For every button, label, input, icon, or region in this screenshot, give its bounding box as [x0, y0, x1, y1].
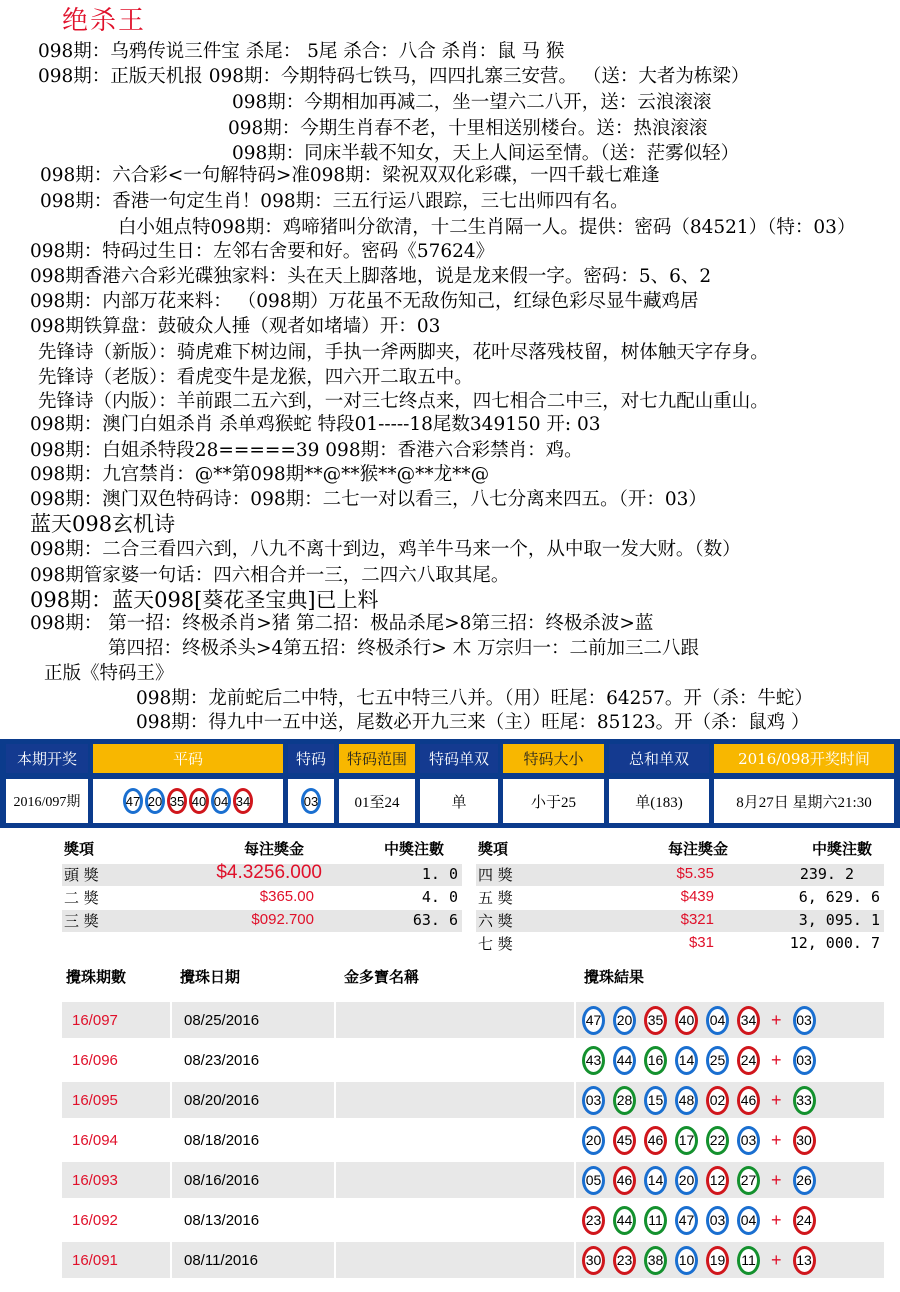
ball: 23 — [613, 1246, 636, 1275]
column-divider — [170, 1202, 172, 1238]
history-date: 08/20/2016 — [184, 1091, 260, 1109]
prize-header-count: 中獎注數 — [384, 840, 445, 858]
prize-amount: $439 — [680, 888, 714, 905]
ball: 03 — [737, 1126, 760, 1155]
history-header-period: 攪珠期數 — [66, 968, 127, 986]
ball: 03 — [706, 1206, 729, 1235]
history-result-balls — [582, 1042, 824, 1078]
ball: 48 — [675, 1086, 698, 1115]
ball: 23 — [582, 1206, 605, 1235]
header-special-number: 特码 — [288, 744, 334, 773]
ball: 04 — [706, 1006, 729, 1035]
special-ball: 26 — [793, 1166, 816, 1195]
history-date: 08/16/2016 — [184, 1171, 260, 1189]
special-ball: 33 — [793, 1086, 816, 1115]
history-row — [62, 1202, 884, 1238]
history-period: 16/091 — [72, 1251, 118, 1269]
history-result-balls — [582, 1242, 824, 1278]
ball: 04 — [737, 1206, 760, 1235]
prize-name: 五 獎 — [478, 889, 513, 907]
prize-name: 四 獎 — [478, 866, 513, 884]
text-line: 蓝天098玄机诗 — [30, 512, 176, 536]
special-ball: 30 — [793, 1126, 816, 1155]
prize-amount: $321 — [680, 911, 714, 928]
prize-count: 4. 0 — [421, 888, 458, 906]
text-line: 098期：今期相加再减二，坐一望六二八开，送：云浪滚滚 — [232, 92, 712, 113]
text-line: 白小姐点特098期：鸡啼猪叫分欲清，十二生肖隔一人。提供：密码（84521）（特：03） — [118, 217, 856, 238]
plus-sign: + — [771, 1049, 782, 1070]
header-current-draw: 本期开奖 — [6, 744, 88, 773]
history-period: 16/094 — [72, 1131, 118, 1149]
ball: 35 — [167, 788, 187, 814]
text-line: 098期：龙前蛇后二中特，七五中特三八并。（用）旺尾：64257。开（杀：牛蛇） — [136, 688, 813, 709]
history-row — [62, 1082, 884, 1118]
column-divider — [334, 1202, 336, 1238]
plus-sign: + — [771, 1249, 782, 1270]
ball: 14 — [644, 1166, 667, 1195]
ball: 47 — [582, 1006, 605, 1035]
prize-header-name: 獎項 — [478, 840, 509, 858]
plus-sign: + — [771, 1089, 782, 1110]
text-line: 098期：白姐杀特段28=====39 098期：香港六合彩禁肖：鸡。 — [30, 440, 583, 461]
column-divider — [334, 1002, 336, 1038]
ball: 34 — [233, 788, 253, 814]
column-divider — [574, 1162, 576, 1198]
history-header-result: 攪珠結果 — [584, 968, 645, 986]
text-line: 098期：蓝天098[葵花圣宝典]已上料 — [30, 588, 379, 612]
draw-special-odd-even: 单 — [420, 779, 498, 823]
ball: 15 — [644, 1086, 667, 1115]
column-divider — [170, 1042, 172, 1078]
ball: 12 — [706, 1166, 729, 1195]
text-line: 正版《特码王》 — [44, 663, 174, 684]
ball: 40 — [189, 788, 209, 814]
prize-count: 6, 629. 6 — [798, 888, 880, 906]
ball: 44 — [613, 1046, 636, 1075]
draw-regular-balls — [93, 779, 283, 823]
column-divider — [574, 1082, 576, 1118]
prize-name: 二 獎 — [64, 889, 99, 907]
draw-special-ball — [288, 779, 334, 823]
ball: 20 — [145, 788, 165, 814]
special-ball: 03 — [793, 1006, 816, 1035]
header-regular-numbers: 平码 — [93, 744, 283, 773]
ball: 44 — [613, 1206, 636, 1235]
plus-sign: + — [771, 1209, 782, 1230]
column-divider — [574, 1122, 576, 1158]
plus-sign: + — [771, 1009, 782, 1030]
header-special-range: 特码范围 — [339, 744, 415, 773]
ball: 43 — [582, 1046, 605, 1075]
history-result-balls — [582, 1122, 824, 1158]
column-divider — [170, 1162, 172, 1198]
prize-name: 七 獎 — [478, 935, 513, 953]
text-line: 先锋诗（老版）：看虎变牛是龙猴，四六开二取五中。 — [38, 367, 473, 388]
prize-row — [62, 864, 462, 886]
prize-count: 63. 6 — [412, 911, 458, 929]
text-line: 098期：内部万花来料： （098期）万花虽不无敌伤知己，红绿色彩尽显牛藏鸡居 — [30, 291, 699, 312]
header-special-size: 特码大小 — [503, 744, 604, 773]
history-row — [62, 1242, 884, 1278]
ball: 14 — [675, 1046, 698, 1075]
header-sum-odd-even: 总和单双 — [609, 744, 709, 773]
text-line: 098期：同床半载不知女，天上人间运至情。（送：茫雾似轻） — [232, 143, 740, 164]
prize-row — [476, 864, 884, 886]
ball: 20 — [613, 1006, 636, 1035]
text-line: 098期：乌鸦传说三件宝 杀尾： 5尾 杀合：八合 杀肖：鼠 马 猴 — [38, 41, 565, 62]
prize-count: 1. 0 — [421, 865, 458, 883]
ball: 34 — [737, 1006, 760, 1035]
ball: 27 — [737, 1166, 760, 1195]
prize-row — [62, 910, 462, 932]
column-divider — [334, 1082, 336, 1118]
ball: 16 — [644, 1046, 667, 1075]
column-divider — [170, 1242, 172, 1278]
text-line: 098期： 第一招：终极杀肖>猪 第二招：极品杀尾>8第三招：终极杀波>蓝 — [30, 613, 654, 634]
history-period: 16/095 — [72, 1091, 118, 1109]
special-ball: 03 — [301, 788, 321, 814]
prize-count: 12, 000. 7 — [789, 934, 880, 952]
column-divider — [170, 1002, 172, 1038]
header-draw-time: 2016/098开奖时间 — [714, 744, 894, 773]
history-row — [62, 1162, 884, 1198]
ball: 35 — [644, 1006, 667, 1035]
ball: 19 — [706, 1246, 729, 1275]
ball: 20 — [582, 1126, 605, 1155]
ball: 02 — [706, 1086, 729, 1115]
history-result-balls — [582, 1202, 824, 1238]
text-line: 098期管家婆一句话：四六相合并一三，二四六八取其尾。 — [30, 565, 510, 586]
prize-name: 三 獎 — [64, 912, 99, 930]
ball: 40 — [675, 1006, 698, 1035]
ball: 11 — [644, 1206, 667, 1235]
special-ball: 03 — [793, 1046, 816, 1075]
history-header-name: 金多寶名稱 — [344, 968, 420, 986]
column-divider — [334, 1162, 336, 1198]
prize-header-amount: 每注獎金 — [244, 840, 305, 858]
ball: 20 — [675, 1166, 698, 1195]
text-line: 第四招：终极杀头>4第五招：终极杀行> 木 万宗归一：二前加三二八跟 — [108, 638, 700, 659]
ball: 47 — [675, 1206, 698, 1235]
prize-row — [476, 887, 884, 909]
history-date: 08/11/2016 — [184, 1251, 258, 1269]
prize-amount: $4.3256.000 — [216, 862, 322, 883]
ball: 46 — [737, 1086, 760, 1115]
ball: 47 — [123, 788, 143, 814]
history-result-balls — [582, 1162, 824, 1198]
special-ball: 24 — [793, 1206, 816, 1235]
page-title: 绝杀王 — [62, 6, 147, 36]
prize-row — [476, 933, 884, 955]
text-line: 098期铁算盘：鼓破众人捶（观者如堵墙）开：03 — [30, 316, 441, 337]
ball: 11 — [737, 1246, 760, 1275]
draw-period: 2016/097期 — [6, 779, 88, 823]
column-divider — [334, 1242, 336, 1278]
prize-header-amount: 每注獎金 — [668, 840, 729, 858]
history-period: 16/093 — [72, 1171, 118, 1189]
text-line: 098期香港六合彩光碟独家料：头在天上脚落地，说是龙来假一字。密码：5、6、2 — [30, 266, 712, 287]
ball: 28 — [613, 1086, 636, 1115]
text-line: 先锋诗（新版）：骑虎难下树边闹，手执一斧两脚夹，花叶尽落残枝留，树体触天字存身。 — [38, 342, 769, 363]
ball: 05 — [582, 1166, 605, 1195]
history-date: 08/13/2016 — [184, 1211, 260, 1229]
text-line: 098期：九宫禁肖：@**第098期**@**猴**@**龙**@ — [30, 464, 490, 485]
history-result-balls — [582, 1082, 824, 1118]
text-line: 098期：特码过生日：左邻右舍要和好。密码《57624》 — [30, 241, 495, 262]
text-line: 098期：澳门白姐杀肖 杀单鸡猴蛇 特段01-----18尾数349150 开: 03 — [30, 414, 601, 435]
history-header-date: 攪珠日期 — [180, 968, 241, 986]
ball: 25 — [706, 1046, 729, 1075]
text-line: 098期：六合彩<一句解特码>准098期：梁祝双双化彩碟，一四千载七难逢 — [40, 165, 660, 186]
text-line: 先锋诗（内版）：羊前跟二五六到，一对三七终点来，四七相合二中三，对七九配山重山。 — [38, 391, 769, 412]
history-date: 08/25/2016 — [184, 1011, 260, 1029]
history-period: 16/097 — [72, 1011, 118, 1029]
text-line: 098期：澳门双色特码诗：098期：二七一对以看三，八七分离来四五。（开：03） — [30, 489, 707, 510]
prize-amount: $31 — [688, 934, 714, 951]
history-date: 08/23/2016 — [184, 1051, 260, 1069]
prize-amount: $365.00 — [259, 888, 314, 905]
prize-name: 六 獎 — [478, 912, 513, 930]
column-divider — [574, 1002, 576, 1038]
ball: 10 — [675, 1246, 698, 1275]
column-divider — [334, 1042, 336, 1078]
ball: 46 — [644, 1126, 667, 1155]
history-period: 16/096 — [72, 1051, 118, 1069]
ball: 03 — [582, 1086, 605, 1115]
ball: 46 — [613, 1166, 636, 1195]
draw-sum-odd-even: 单(183) — [609, 779, 709, 823]
prize-amount: $5.35 — [676, 865, 714, 882]
prize-row — [62, 887, 462, 909]
prize-amount: $092.700 — [251, 911, 314, 928]
column-divider — [574, 1242, 576, 1278]
column-divider — [334, 1122, 336, 1158]
history-row — [62, 1122, 884, 1158]
draw-time: 8月27日 星期六21:30 — [714, 779, 894, 823]
ball: 30 — [582, 1246, 605, 1275]
text-line: 098期：二合三看四六到，八九不离十到边，鸡羊牛马来一个，从中取一发大财。（数） — [30, 539, 741, 560]
ball: 38 — [644, 1246, 667, 1275]
column-divider — [170, 1082, 172, 1118]
history-result-balls — [582, 1002, 824, 1038]
ball: 24 — [737, 1046, 760, 1075]
text-line: 098期：正版天机报 098期：今期特码七铁马，四四扎寨三安营。 （送：大者为栋梁） — [38, 66, 750, 87]
prize-count: 3, 095. 1 — [798, 911, 880, 929]
column-divider — [170, 1122, 172, 1158]
text-line: 098期：今期生肖春不老，十里相送别楼台。送：热浪滚滚 — [228, 118, 708, 139]
column-divider — [574, 1042, 576, 1078]
column-divider — [574, 1202, 576, 1238]
history-period: 16/092 — [72, 1211, 118, 1229]
ball: 04 — [211, 788, 231, 814]
ball: 22 — [706, 1126, 729, 1155]
prize-name: 頭 獎 — [64, 866, 99, 884]
draw-special-range: 01至24 — [339, 779, 415, 823]
history-row — [62, 1042, 884, 1078]
history-row — [62, 1002, 884, 1038]
header-special-odd-even: 特码单双 — [420, 744, 498, 773]
prize-count: 239. 2 — [799, 865, 854, 883]
plus-sign: + — [771, 1169, 782, 1190]
ball: 17 — [675, 1126, 698, 1155]
ball: 45 — [613, 1126, 636, 1155]
text-line: 098期：得九中一五中送，尾数必开九三来（主）旺尾：85123。开（杀：鼠鸡 ） — [136, 712, 810, 733]
draw-special-size: 小于25 — [503, 779, 604, 823]
special-ball: 13 — [793, 1246, 816, 1275]
prize-row — [476, 910, 884, 932]
text-line: 098期：香港一句定生肖！098期：三五行运八跟踪，三七出师四有名。 — [40, 191, 629, 212]
history-date: 08/18/2016 — [184, 1131, 260, 1149]
plus-sign: + — [771, 1129, 782, 1150]
prize-header-count: 中獎注數 — [812, 840, 873, 858]
prize-header-name: 獎項 — [64, 840, 95, 858]
